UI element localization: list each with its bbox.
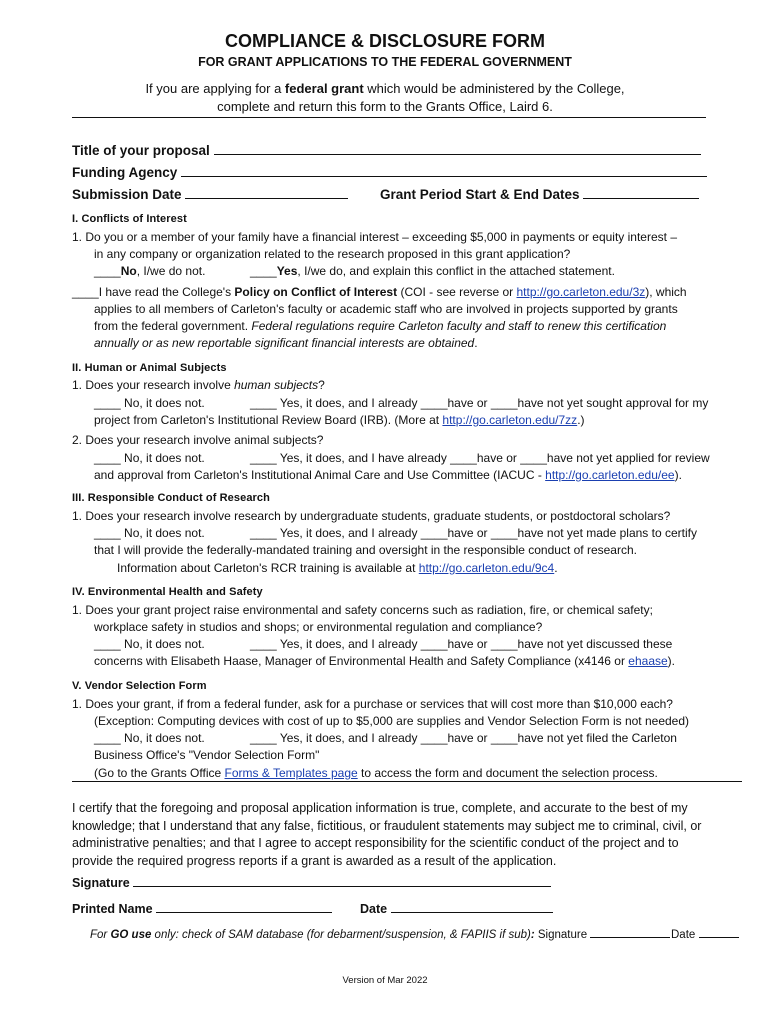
go-text: For xyxy=(90,929,111,941)
vendor-yes-option[interactable]: ____ Yes, it does, and I already ____have or ____have not yet filed the Carleton xyxy=(250,731,677,745)
go-colon: : xyxy=(530,929,535,941)
grant-period-blank[interactable] xyxy=(583,187,699,199)
vendor-no-option[interactable]: ____ No, it does not. xyxy=(94,731,205,745)
read-text: ), which xyxy=(645,285,687,299)
signature-label: Signature xyxy=(72,876,130,890)
sections-rule xyxy=(72,781,742,782)
q-italic: human subjects xyxy=(234,378,319,392)
intro-bold: federal grant xyxy=(284,81,364,96)
blank-line[interactable]: ____ xyxy=(250,264,277,278)
go-date-blank[interactable] xyxy=(699,927,739,938)
date-blank[interactable] xyxy=(391,901,553,913)
blank-line[interactable]: ____ xyxy=(72,285,99,299)
blank-line[interactable]: ____ xyxy=(94,264,121,278)
funding-agency-field[interactable] xyxy=(72,165,707,180)
coi-question-line1: 1. Do you or a member of your family have a financial interest – exceeding $5,000 in payments or equity interest – xyxy=(72,230,677,244)
coi-read-line1 xyxy=(72,285,687,299)
funding-agency-label: Funding Agency xyxy=(72,165,178,180)
coi-read-line3 xyxy=(94,319,666,333)
coi-read-line4 xyxy=(94,336,478,350)
submission-date-field[interactable] xyxy=(72,187,348,202)
go-use-bold: GO use xyxy=(110,929,152,941)
ehaase-link[interactable]: ehaase xyxy=(628,654,668,668)
go-text: only: check of SAM database (for debarment/suspension, & FAPIIS if sub) xyxy=(151,929,531,941)
go-signature-label: Signature xyxy=(534,929,588,941)
date-label: Date xyxy=(360,902,388,916)
signature-field[interactable] xyxy=(72,875,551,890)
vendor-question: 1. Does your grant, if from a federal funder, ask for a purchase or services that will cost more than $10,000 each? xyxy=(72,697,673,711)
q-text: Information about Carleton's RCR training is available at xyxy=(117,561,419,575)
read-text: . xyxy=(474,336,478,350)
read-italic: annually or as new reportable significant financial interests are obtained xyxy=(94,336,475,350)
read-text: (COI - see reverse or xyxy=(397,285,517,299)
go-use-line xyxy=(90,927,670,941)
read-italic: Federal regulations require Carleton faculty and staff to renew this certification xyxy=(251,319,667,333)
form-subtitle: FOR GRANT APPLICATIONS TO THE FEDERAL GOVERNMENT xyxy=(198,55,572,69)
iacuc-link[interactable]: http://go.carleton.edu/ee xyxy=(545,468,675,482)
intro-part: If you are applying for a xyxy=(145,81,285,96)
rcr-line2: that I will provide the federally-mandated training and oversight in the responsible conduct of research. xyxy=(94,543,637,557)
go-signature-blank[interactable] xyxy=(590,927,670,938)
printed-name-field[interactable] xyxy=(72,901,332,916)
coi-policy-bold: Policy on Conflict of Interest xyxy=(234,285,398,299)
ehs-yes-option[interactable]: ____ Yes, it does, and I already ____have or ____have not yet discussed these xyxy=(250,637,673,651)
ehs-question-line1: 1. Does your grant project raise environmental and safety concerns such as radiation, fire, or chemical safety; xyxy=(72,603,653,617)
submission-date-blank[interactable] xyxy=(185,187,348,199)
certification-statement: I certify that the foregoing and proposal application information is true, complete, and accurate to the best of my knowledge; that I understand that any false, fictitious, or fraudulent statements may subject me to criminal, civil, or administrative penalties; and that I agree to accept responsibility for the scientific conduct of the project and to provide the required progress reports if a grant is awarded as a result of the application. xyxy=(72,801,702,868)
q-text: 1. Does your research involve xyxy=(72,378,235,392)
go-date-label: Date xyxy=(671,929,696,941)
coi-question-line2: in any company or organization related to the research proposed in this grant application? xyxy=(94,247,571,261)
animal-subjects-question: 2. Does your research involve animal subjects? xyxy=(72,433,324,447)
human-subjects-question xyxy=(72,378,325,392)
intro-line2: complete and return this form to the Grants Office, Laird 6. xyxy=(217,99,553,114)
submission-date-label: Submission Date xyxy=(72,187,182,202)
intro-part: which would be administered by the College, xyxy=(363,81,625,96)
human-yes-option[interactable]: ____ Yes, it does, and I already ____have or ____have not yet sought approval for my xyxy=(250,396,709,410)
q-text: to access the form and document the selection process. xyxy=(357,766,658,780)
signature-blank[interactable] xyxy=(133,875,551,887)
no-label: No xyxy=(120,264,137,278)
ehs-line2 xyxy=(94,654,675,668)
section-heading-vendor: V. Vendor Selection Form xyxy=(72,680,207,692)
yes-label: Yes xyxy=(276,264,298,278)
proposal-title-label: Title of your proposal xyxy=(72,143,210,158)
grant-period-field[interactable] xyxy=(380,187,699,202)
section-heading-subjects: II. Human or Animal Subjects xyxy=(72,362,227,374)
coi-policy-link[interactable]: http://go.carleton.edu/3z xyxy=(516,285,646,299)
read-text: I have read the College's xyxy=(98,285,235,299)
q-text: project from Carleton's Institutional Review Board (IRB). (More at xyxy=(94,413,443,427)
form-title: COMPLIANCE & DISCLOSURE FORM xyxy=(224,31,545,51)
human-no-option[interactable]: ____ No, it does not. xyxy=(94,396,205,410)
rcr-link[interactable]: http://go.carleton.edu/9c4 xyxy=(418,561,555,575)
read-text: from the federal government. xyxy=(94,319,252,333)
animal-no-option[interactable]: ____ No, it does not. xyxy=(94,451,205,465)
forms-templates-link[interactable]: Forms & Templates page xyxy=(224,766,358,780)
animal-yes-option[interactable]: ____ Yes, it does, and I have already ____have or ____have not yet applied for review xyxy=(250,451,710,465)
vendor-line3 xyxy=(94,766,658,780)
rcr-question: 1. Does your research involve research by undergraduate students, graduate students, or postdoctoral scholars? xyxy=(72,509,671,523)
printed-name-label: Printed Name xyxy=(72,902,153,916)
q-text: ). xyxy=(667,654,676,668)
funding-agency-blank[interactable] xyxy=(181,165,707,177)
go-date-field[interactable] xyxy=(671,927,739,941)
version-footer: Version of Mar 2022 xyxy=(342,975,428,986)
q-text: .) xyxy=(577,413,585,427)
human-line2 xyxy=(94,413,585,427)
intro-text xyxy=(0,80,770,116)
q-text: . xyxy=(554,561,558,575)
printed-name-blank[interactable] xyxy=(156,901,332,913)
section-heading-ehs: IV. Environmental Health and Safety xyxy=(72,586,263,598)
rcr-no-option[interactable]: ____ No, it does not. xyxy=(94,526,205,540)
q-text: ? xyxy=(318,378,325,392)
yes-text: , I/we do, and explain this conflict in the attached statement. xyxy=(297,264,615,278)
coi-no-option[interactable] xyxy=(94,264,205,278)
rcr-yes-option[interactable]: ____ Yes, it does, and I already ____have or ____have not yet made plans to certify xyxy=(250,526,697,540)
vendor-line2: Business Office's "Vendor Selection Form" xyxy=(94,748,320,762)
coi-read-line2: applies to all members of Carleton's faculty or academic staff who are involved in projects supported by grants xyxy=(94,302,678,316)
vendor-exception: (Exception: Computing devices with cost of up to $5,000 are supplies and Vendor Selection Form is not needed) xyxy=(94,714,690,728)
header-rule xyxy=(72,117,706,118)
q-text: (Go to the Grants Office xyxy=(94,766,225,780)
no-text: , I/we do not. xyxy=(136,264,206,278)
ehs-question-line2: workplace safety in studios and shops; or environmental regulation and compliance? xyxy=(94,620,543,634)
q-text: ). xyxy=(674,468,682,482)
proposal-title-blank[interactable] xyxy=(214,143,701,155)
proposal-title-field[interactable] xyxy=(72,143,701,158)
date-field[interactable] xyxy=(360,901,553,916)
rcr-line3 xyxy=(117,561,558,575)
ehs-no-option[interactable]: ____ No, it does not. xyxy=(94,637,205,651)
irb-link[interactable]: http://go.carleton.edu/7zz xyxy=(442,413,578,427)
q-text: concerns with Elisabeth Haase, Manager of Environmental Health and Safety Compliance (x4146 or xyxy=(94,654,629,668)
coi-yes-option[interactable] xyxy=(250,264,615,278)
q-text: and approval from Carleton's Institutional Animal Care and Use Committee (IACUC - xyxy=(94,468,546,482)
animal-line2 xyxy=(94,468,682,482)
section-heading-coi: I. Conflicts of Interest xyxy=(72,213,187,225)
section-heading-rcr: III. Responsible Conduct of Research xyxy=(72,492,270,504)
grant-period-label: Grant Period Start & End Dates xyxy=(380,187,580,202)
